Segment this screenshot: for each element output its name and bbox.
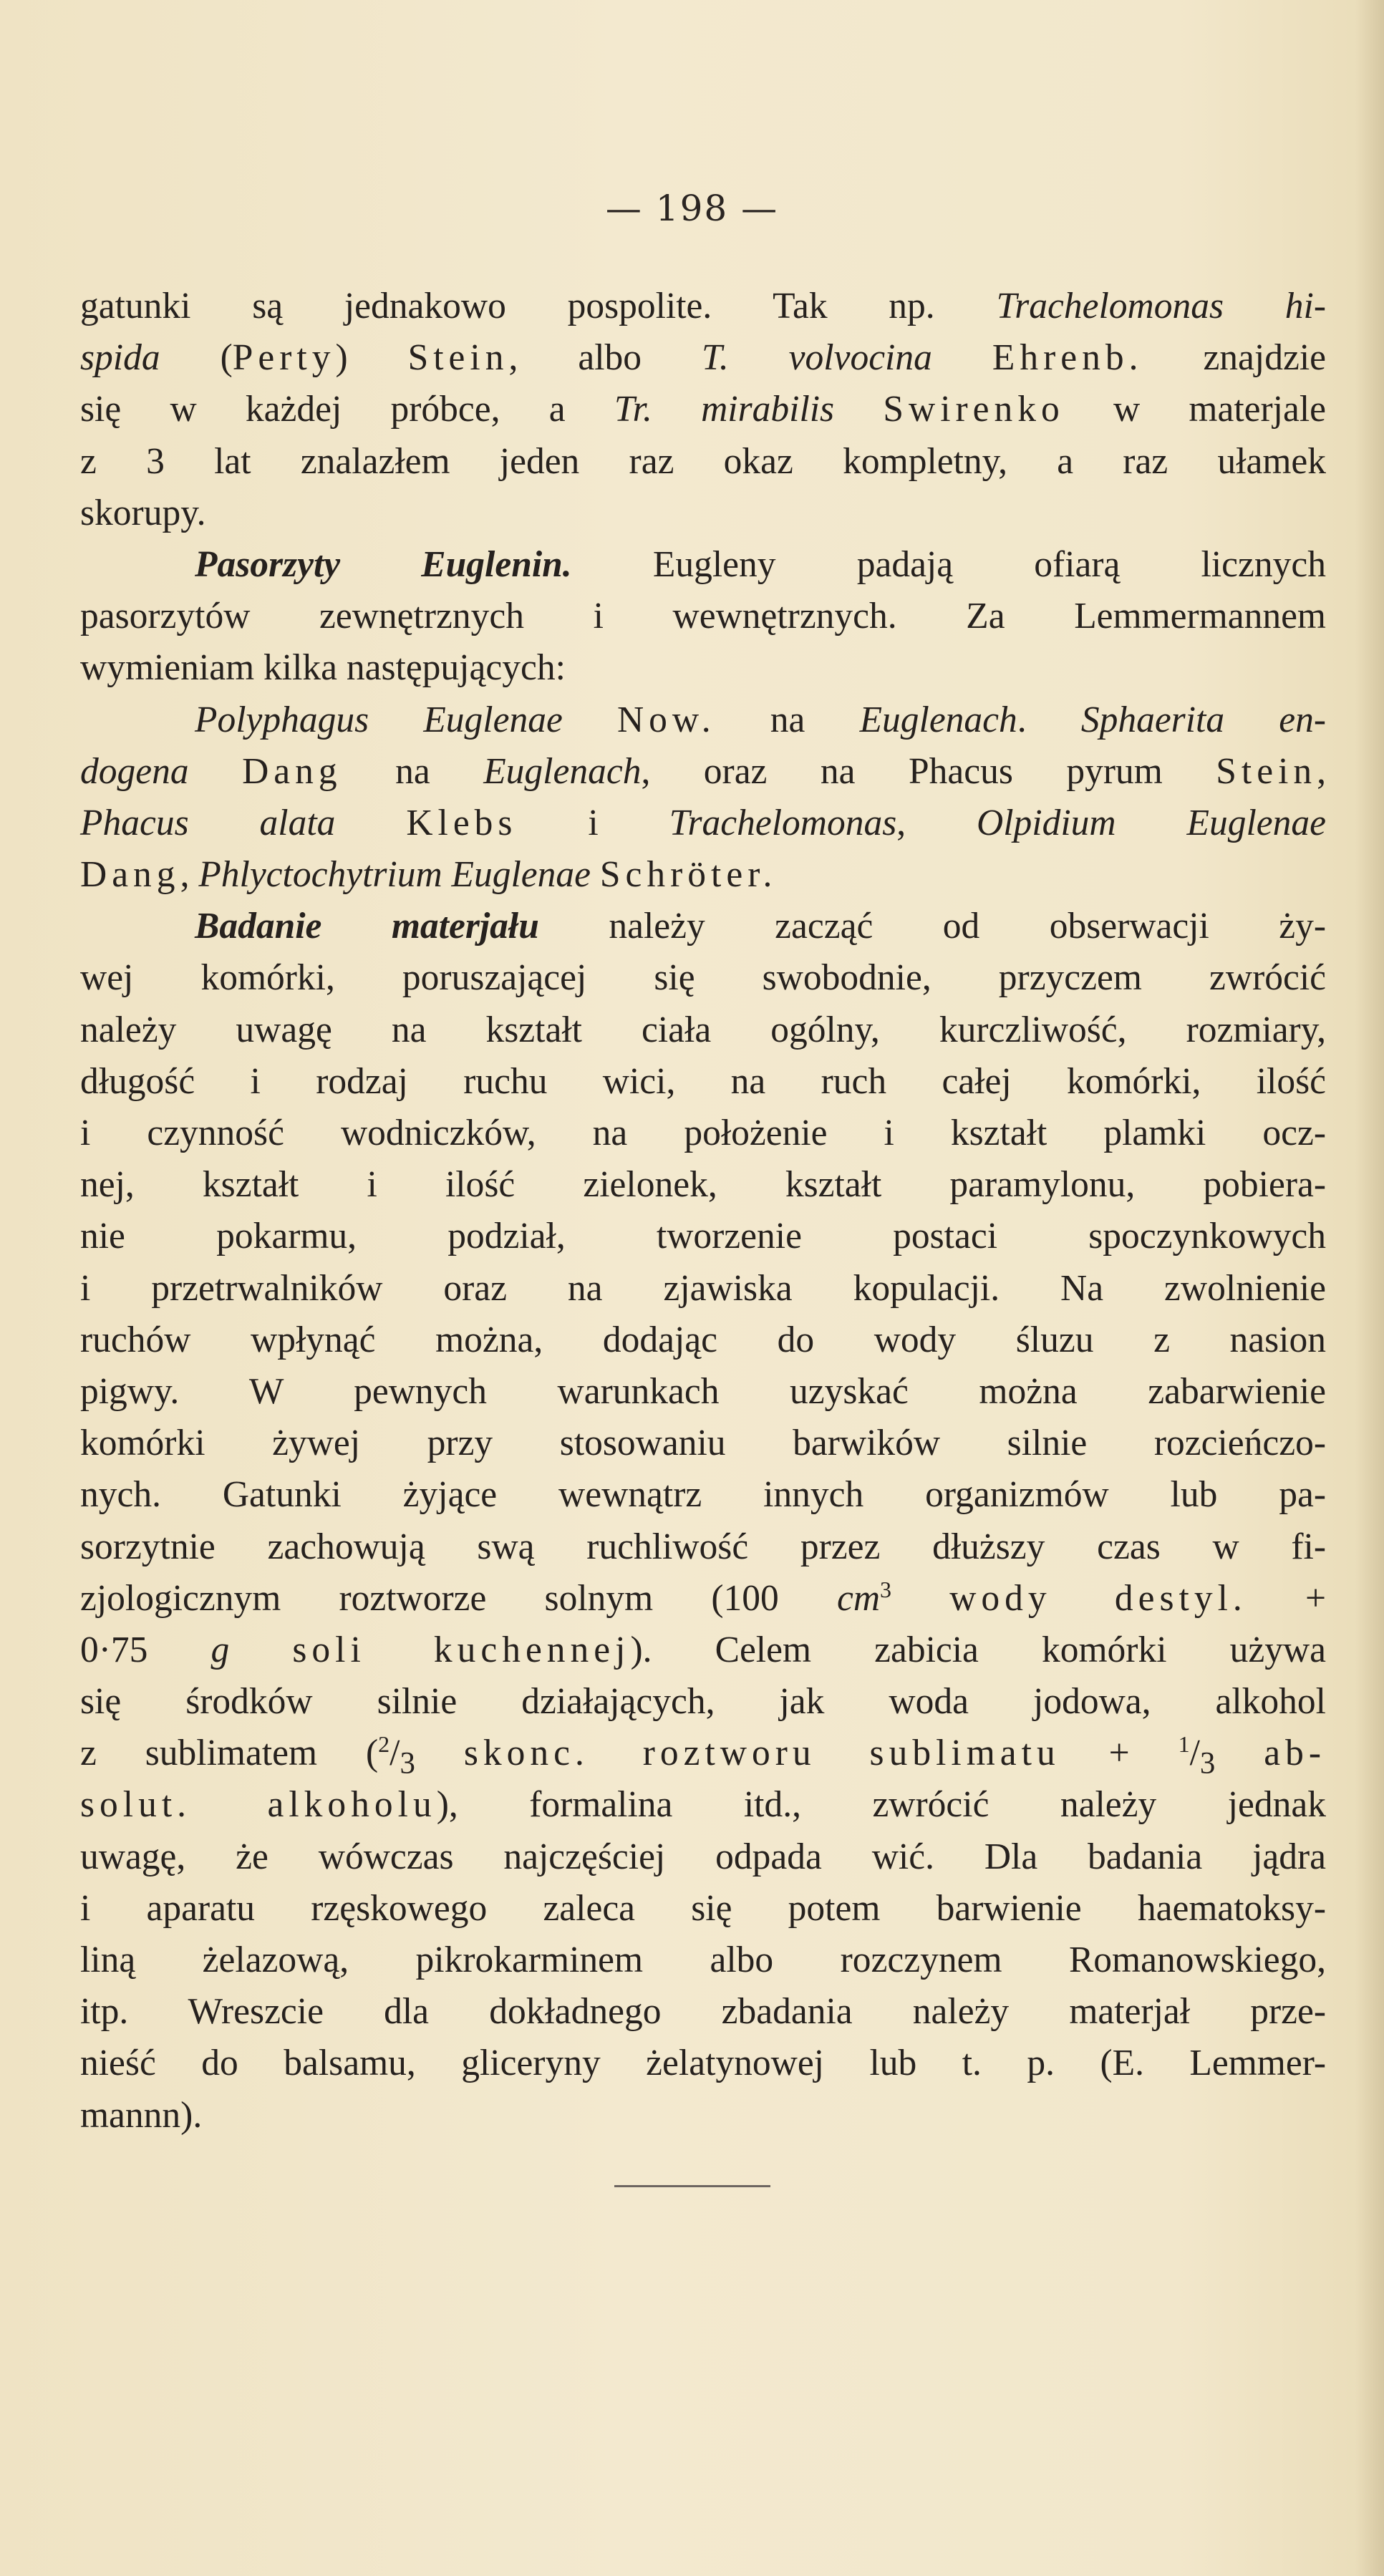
text-line: Dang, Phlyctochytrium Euglenae Schröter. (80, 854, 778, 896)
text-line: itp. Wreszcie dla dokładnego zbadania należy materjał prze- (80, 1991, 1326, 2033)
text-line: zjologicznym roztworze solnym (100 $cm^3$ wody destyl. + (80, 1576, 1326, 1619)
text-line: ruchów wpłynąć można, dodając do wody śluzu z nasion (80, 1319, 1326, 1360)
text-line: nieść do balsamu, gliceryny żelatynowej lub t. p. (E. Lemmer- (80, 2043, 1326, 2084)
text-line: i czynność wodniczków, na położenie i kształt plamki ocz- (80, 1113, 1326, 1153)
text-line: się środków silnie działających, jak woda jodowa, alkohol (80, 1681, 1326, 1723)
text-line: i przetrwalników oraz na zjawiska kopulacji. Na zwolnienie (80, 1267, 1326, 1309)
text-line: spida (Perty) Stein, albo T. volvocina Ehrenb. znajdzie (80, 337, 1326, 379)
text-line: długość i rodzaj ruchu wici, na ruch całej komórki, ilość (80, 1060, 1326, 1102)
text-line: wej komórki, poruszającej się swobodnie, przyczem zwrócić (80, 957, 1326, 999)
text-line: nych. Gatunki żyjące wewnątrz innych organizmów lub pa- (80, 1474, 1326, 1516)
text-line: należy uwagę na kształt ciała ogólny, kurczliwość, rozmiary, (80, 1009, 1326, 1050)
text-line: pigwy. W pewnych warunkach uzyskać można zabarwienie (80, 1370, 1326, 1412)
page-edge-shadow (1355, 0, 1384, 2576)
text-line: mannn). (80, 2094, 203, 2136)
text-line: wymieniam kilka następujących: (80, 647, 566, 689)
text-line: 0·75 g soli kuchennej). Celem zabicia komórki używa (80, 1629, 1327, 1670)
text-line: Badanie materjału należy zacząć od obserwacji ży- (195, 906, 1326, 947)
text-line: solut. alkoholu), formalina itd., zwrócić należy jednak (80, 1784, 1327, 1826)
text-line: liną żelazową, pikrokarminem albo rozczynem Romanowskiego, (80, 1940, 1326, 1980)
text-line: uwagę, że wówczas najczęściej odpada wić. Dla badania jądra (80, 1836, 1326, 1877)
text-line: się w każdej próbce, a Tr. mirabilis Swirenko w materjale (80, 389, 1327, 430)
text-line: komórki żywej przy stosowaniu barwików silnie rozcieńczo- (80, 1423, 1326, 1464)
text-line: Polyphagus Euglenae Now. na Euglenach. Sphaerita en- (195, 699, 1327, 740)
text-line: skorupy. (80, 492, 206, 533)
text-line: nej, kształt i ilość zielonek, kształt paramylonu, pobiera- (80, 1164, 1326, 1206)
text-line: dogena Dang na Euglenach, oraz na Phacus pyrum Stein, (80, 750, 1327, 792)
text-line: nie pokarmu, podział, tworzenie postaci spoczynkowych (80, 1216, 1326, 1257)
end-rule (614, 2185, 770, 2187)
text-line: z sublimatem ($^2/_3$ skonc. roztworu sublimatu + $^1/_3$ ab- (80, 1731, 1327, 1781)
text-line: Pasorzyty Euglenin. Eugleny padają ofiarą licznych (195, 543, 1326, 585)
page-number: — 198 — (605, 188, 779, 229)
text-line: pasorzytów zewnętrznych i wewnętrznych. Za Lemmermannem (80, 596, 1326, 637)
text-line: i aparatu rzęskowego zaleca się potem barwienie haematoksy- (80, 1887, 1326, 1929)
text-line: sorzytnie zachowują swą ruchliwość przez dłuższy czas w fi- (80, 1526, 1326, 1567)
text-line: gatunki są jednakowo pospolite. Tak np. Trachelomonas hi- (80, 286, 1326, 326)
text-line: z 3 lat znalazłem jeden raz okaz kompletny, a raz ułamek (80, 440, 1326, 482)
body-text (80, 281, 1326, 2141)
text-line: Phacus alata Klebs i Trachelomonas, Olpidium Euglenae (80, 802, 1327, 843)
